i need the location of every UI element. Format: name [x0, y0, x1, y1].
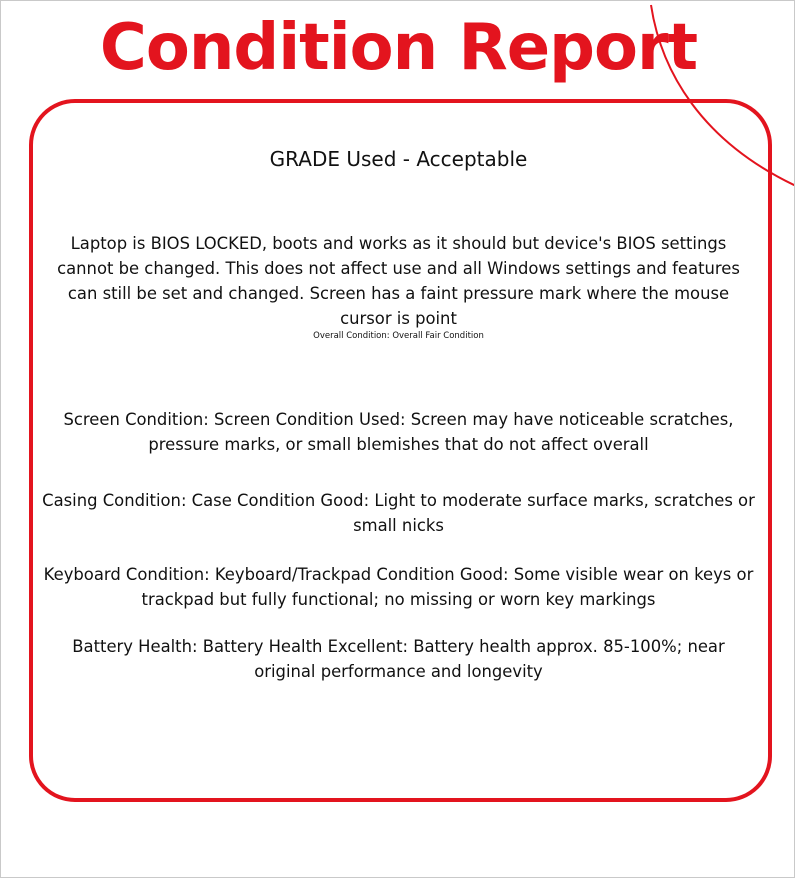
page-title: Condition Report	[99, 11, 698, 85]
battery-health: Battery Health: Battery Health Excellent: Battery health approx. 85-100%; near original performance and longevity	[72, 637, 725, 681]
grade-label: GRADE Used - Acceptable	[269, 147, 528, 171]
keyboard-condition: Keyboard Condition: Keyboard/Trackpad Condition Good: Some visible wear on keys or trackpad but fully functional; no missing or worn key markings	[43, 565, 754, 609]
screen-condition: Screen Condition: Screen Condition Used: Screen may have noticeable scratches, pressure marks, or small blemishes that do not affect overall	[63, 410, 734, 454]
overall-condition: Overall Condition: Overall Fair Condition	[313, 331, 484, 341]
device-description: Laptop is BIOS LOCKED, boots and works as it should but device's BIOS settings cannot be changed. This does not affect use and all Windows settings and features can still be set and changed. Screen has a faint pressure mark where the mouse cursor is point	[57, 234, 740, 328]
casing-condition: Casing Condition: Case Condition Good: Light to moderate surface marks, scratches or small nicks	[42, 491, 755, 535]
